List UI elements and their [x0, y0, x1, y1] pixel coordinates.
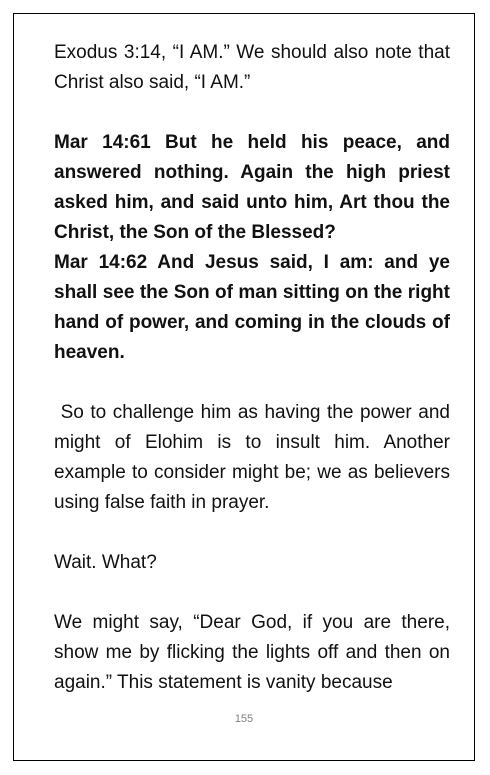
page-frame: [13, 13, 475, 761]
paragraph-gap: [54, 518, 450, 548]
paragraph-gap: [54, 98, 450, 128]
paragraph-gap: [54, 368, 450, 398]
paragraph-wait: Wait. What?: [54, 552, 157, 573]
verse-mark-14-61: Mar 14:61 But he held his peace, and answered nothing. Again the high priest asked him, and said unto him, Art thou the Christ, the Son of the Blessed?: [54, 132, 450, 243]
page-content: [54, 38, 456, 698]
page-number: 155: [234, 713, 254, 725]
paragraph-gap: [54, 578, 450, 608]
paragraph-exodus: Exodus 3:14, “I AM.” We should also note that Christ also said, “I AM.”: [54, 42, 450, 93]
verse-mark-14-62: Mar 14:62 And Jesus said, I am: and ye shall see the Son of man sitting on the right hand of power, and coming in the clouds of heaven.: [54, 252, 450, 363]
paragraph-prayer: We might say, “Dear God, if you are there, show me by flicking the lights off and then on again.” This statement is vanity because: [54, 612, 450, 693]
paragraph-challenge: So to challenge him as having the power and might of Elohim is to insult him. Another example to consider might be; we as believers using false faith in prayer.: [54, 402, 456, 513]
